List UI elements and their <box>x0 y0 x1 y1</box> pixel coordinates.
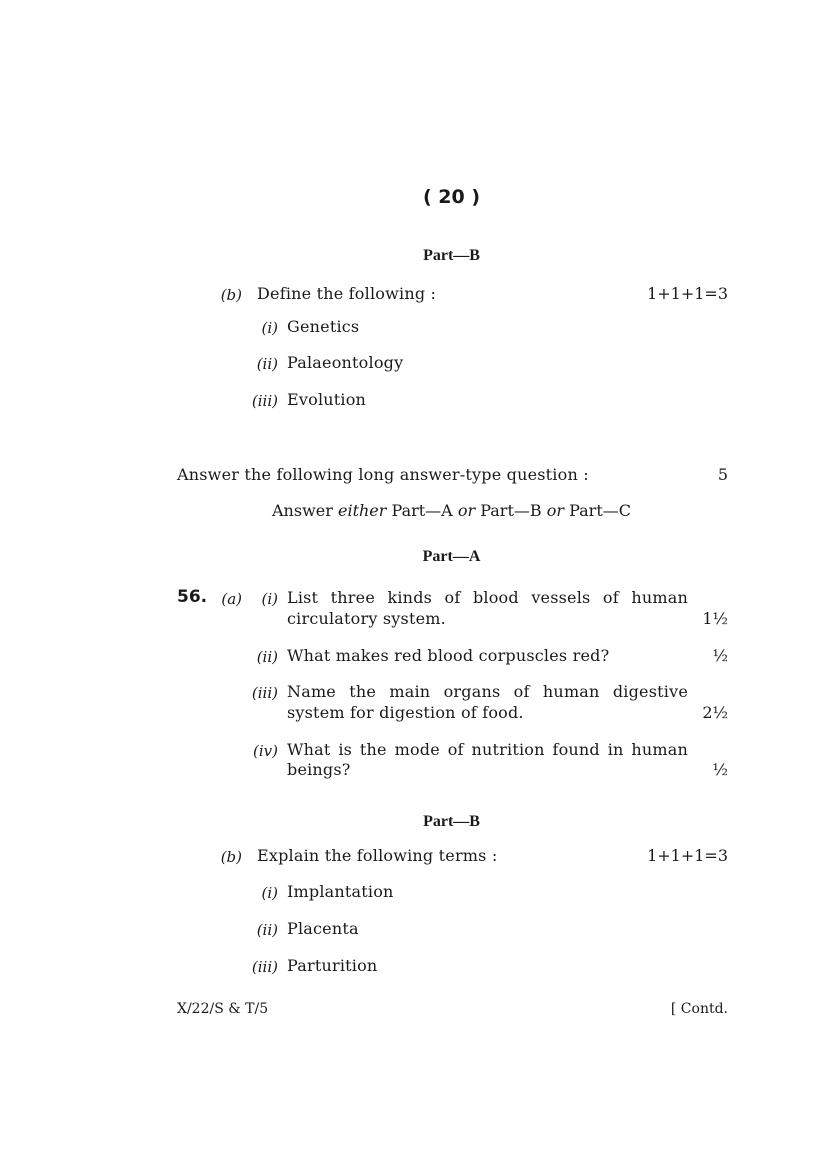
subitem-number: (ii) <box>256 648 278 666</box>
subitem-text: What makes red blood corpuscles red? <box>287 646 610 665</box>
subitem-text: Genetics <box>287 317 360 336</box>
question-marks: 1+1+1=3 <box>647 846 728 865</box>
paper-code: X/22/S & T/5 <box>177 1001 269 1017</box>
subitem-number: (iii) <box>251 958 278 976</box>
subitem-text: What is the mode of nutrition found in human <box>287 740 688 759</box>
question-number: 56. <box>177 587 208 607</box>
choice-or: or <box>457 501 476 520</box>
subitem-number: (iii) <box>251 392 278 410</box>
subitem-text: Palaeontology <box>287 353 404 372</box>
instruction-marks: 5 <box>717 465 728 484</box>
choice-or: or <box>546 501 564 520</box>
section-heading-part-b: Part—B <box>423 813 480 830</box>
subitem-text: Placenta <box>287 919 359 938</box>
subitem-marks: ½ <box>712 760 728 779</box>
subitem-marks: 1½ <box>702 609 728 628</box>
subitem-number: (ii) <box>256 355 278 373</box>
subitem-text: List three kinds of blood vessels of human <box>287 588 688 607</box>
subitem-number: (i) <box>261 884 278 902</box>
subitem-text-continued: circulatory system. <box>287 609 446 628</box>
choice-part-a: Part—A <box>391 501 453 520</box>
choice-instruction <box>0 501 827 520</box>
subitem-text-continued: system for digestion of food. <box>287 703 524 722</box>
subitem-text: Evolution <box>287 390 367 409</box>
instruction-text: Answer the following long answer-type question : <box>177 465 589 484</box>
subitem-text: Parturition <box>287 956 378 975</box>
question-marks: 1+1+1=3 <box>647 284 728 303</box>
choice-part-c: Part—C <box>569 501 631 520</box>
subitem-marks: 2½ <box>702 703 728 722</box>
question-label: (b) <box>220 848 242 866</box>
subitem-number: (i) <box>261 590 278 608</box>
subitem-text-continued: beings? <box>287 760 351 779</box>
question-label: (b) <box>220 286 242 304</box>
question-text: Define the following : <box>257 284 437 303</box>
subitem-text: Implantation <box>287 882 394 901</box>
question-label: (a) <box>221 590 242 608</box>
section-heading-part-a: Part—A <box>422 548 481 565</box>
choice-prefix: Answer <box>272 501 333 520</box>
section-heading-part-b: Part—B <box>423 247 480 264</box>
page-number: ( 20 ) <box>422 186 481 208</box>
subitem-marks: ½ <box>712 646 728 665</box>
subitem-number: (i) <box>261 319 278 337</box>
choice-part-b: Part—B <box>480 501 542 520</box>
subitem-number: (iii) <box>251 684 278 702</box>
choice-either: either <box>337 501 387 520</box>
subitem-text: Name the main organs of human digestive <box>287 682 688 701</box>
subitem-number: (iv) <box>253 742 278 760</box>
question-text: Explain the following terms : <box>257 846 498 865</box>
subitem-number: (ii) <box>256 921 278 939</box>
continued-marker: [ Contd. <box>670 1001 728 1017</box>
